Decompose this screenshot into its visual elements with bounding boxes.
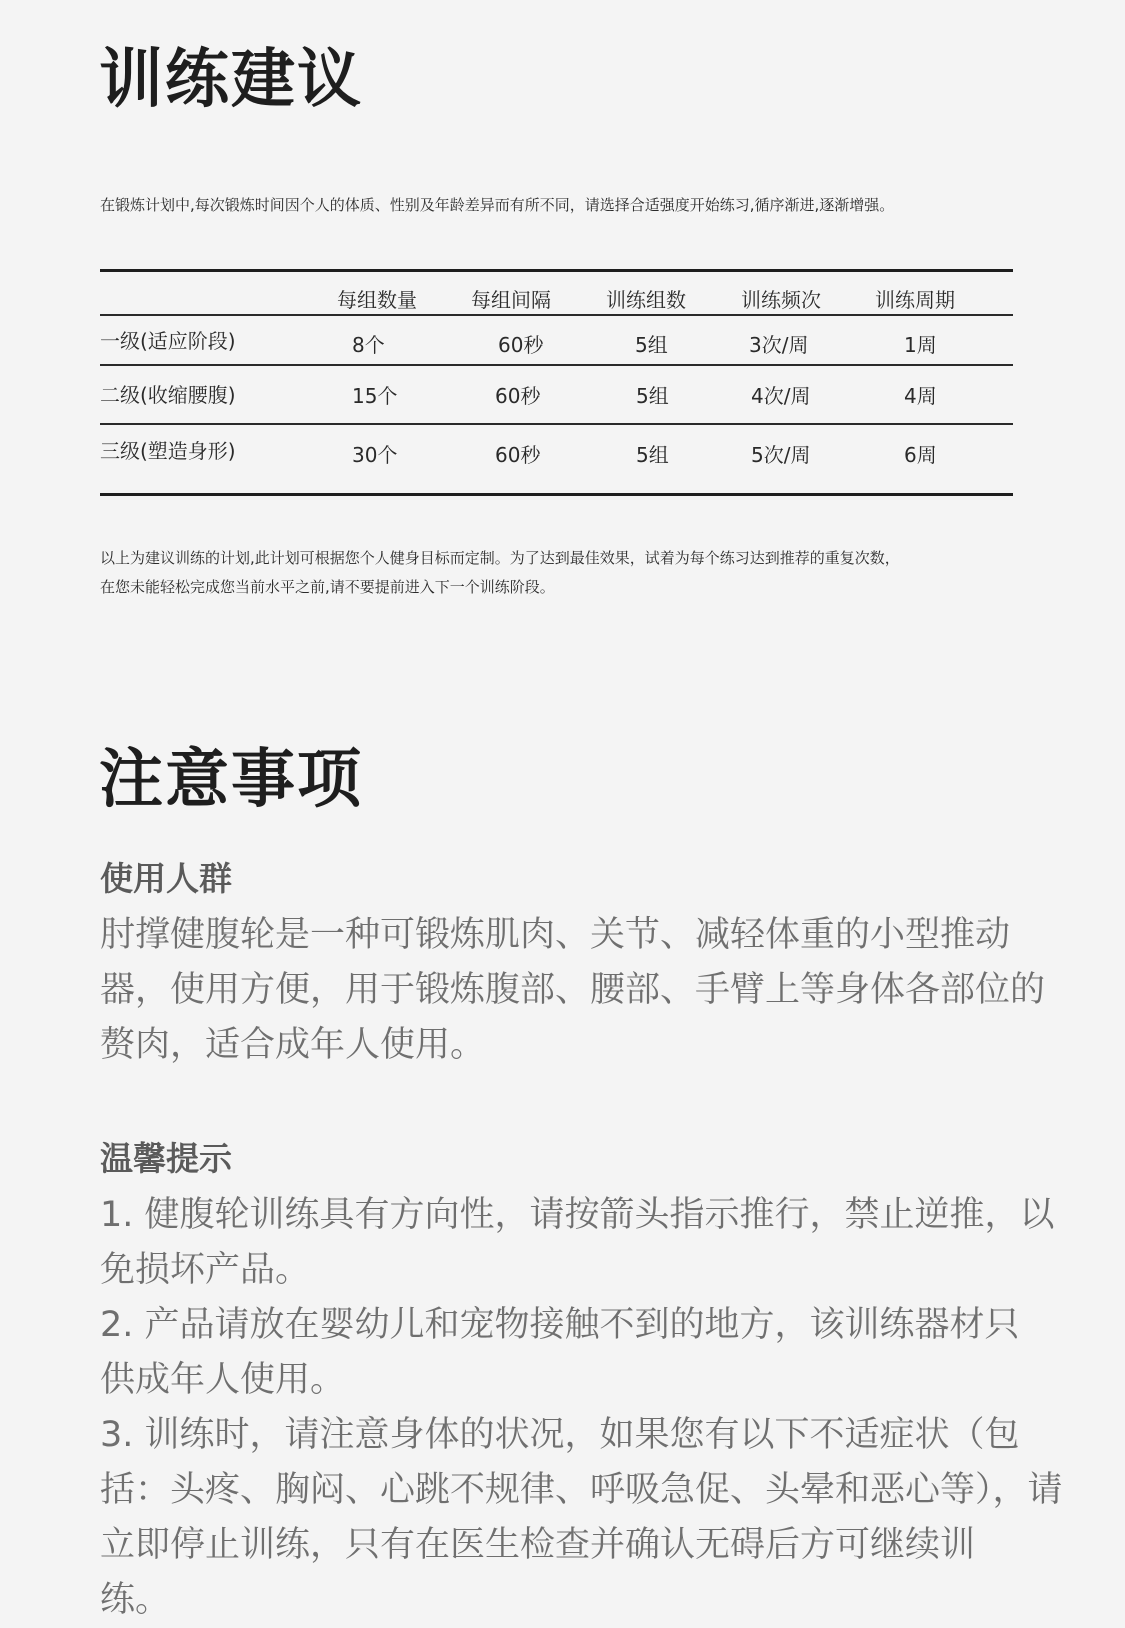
training-note-line: 以上为建议训练的计划,此计划可根据您个人健身目标而定制。为了达到最佳效果，试着为每个练习达到推荐的重复次数， [100, 549, 900, 567]
table-cell: 30个 [352, 443, 398, 467]
table-row-rule [100, 364, 1013, 366]
table-cell: 8个 [352, 333, 385, 357]
training-note-line: 在您未能轻松完成您当前水平之前,请不要提前进入下一个训练阶段。 [100, 578, 555, 596]
tips-line: 立即停止训练，只有在医生检查并确认无碍后方可继续训 [100, 1525, 976, 1565]
tips-line: 2. 产品请放在婴幼儿和宠物接触不到的地方，该训练器材只 [100, 1305, 1020, 1345]
training-intro: 在锻炼计划中,每次锻炼时间因个人的体质、性别及年龄差异而有所不同，请选择合适强度开始练习,循序渐进,逐渐增强。 [100, 196, 895, 214]
table-header-rule [100, 314, 1013, 316]
table-top-rule [100, 269, 1013, 272]
section-title-training: 训练建议 [99, 43, 363, 117]
table-cell: 4次/周 [751, 384, 811, 408]
usage-line: 器，使用方便，用于锻炼腹部、腰部、手臂上等身体各部位的 [100, 970, 1046, 1010]
usage-line: 肘撑健腹轮是一种可锻炼肌肉、关节、减轻体重的小型推动 [100, 915, 1011, 955]
table-header: 训练周期 [875, 288, 955, 312]
usage-heading: 使用人群 [100, 859, 232, 898]
tips-line: 括：头疼、胸闷、心跳不规律、呼吸急促、头晕和恶心等），请 [100, 1470, 1063, 1510]
table-cell: 4周 [904, 384, 937, 408]
table-header: 每组数量 [337, 288, 417, 312]
tips-heading: 温馨提示 [100, 1139, 232, 1178]
table-header: 训练频次 [741, 288, 821, 312]
table-cell: 1周 [904, 333, 937, 357]
table-cell: 5组 [636, 384, 669, 408]
tips-line: 3. 训练时，请注意身体的状况，如果您有以下不适症状（包 [100, 1415, 1020, 1455]
table-cell: 6周 [904, 443, 937, 467]
table-header: 训练组数 [606, 288, 686, 312]
table-cell: 15个 [352, 384, 398, 408]
usage-line: 赘肉，适合成年人使用。 [100, 1025, 486, 1065]
row-label: 三级(塑造身形) [100, 439, 236, 463]
table-cell: 3次/周 [749, 333, 809, 357]
tips-line: 供成年人使用。 [100, 1360, 346, 1400]
table-header: 每组间隔 [471, 288, 551, 312]
table-cell: 60秒 [495, 384, 541, 408]
row-label: 一级(适应阶段) [100, 329, 236, 353]
row-label: 二级(收缩腰腹) [100, 383, 236, 407]
table-cell: 5次/周 [751, 443, 811, 467]
table-cell: 60秒 [498, 333, 544, 357]
table-bottom-rule [100, 493, 1013, 496]
table-cell: 60秒 [495, 443, 541, 467]
tips-line: 1. 健腹轮训练具有方向性，请按箭头指示推行，禁止逆推，以 [100, 1195, 1055, 1235]
table-cell: 5组 [635, 333, 668, 357]
table-row-rule [100, 423, 1013, 425]
tips-line: 练。 [100, 1580, 171, 1620]
section-title-notes: 注意事项 [99, 743, 363, 817]
table-cell: 5组 [636, 443, 669, 467]
tips-line: 免损坏产品。 [100, 1250, 311, 1290]
